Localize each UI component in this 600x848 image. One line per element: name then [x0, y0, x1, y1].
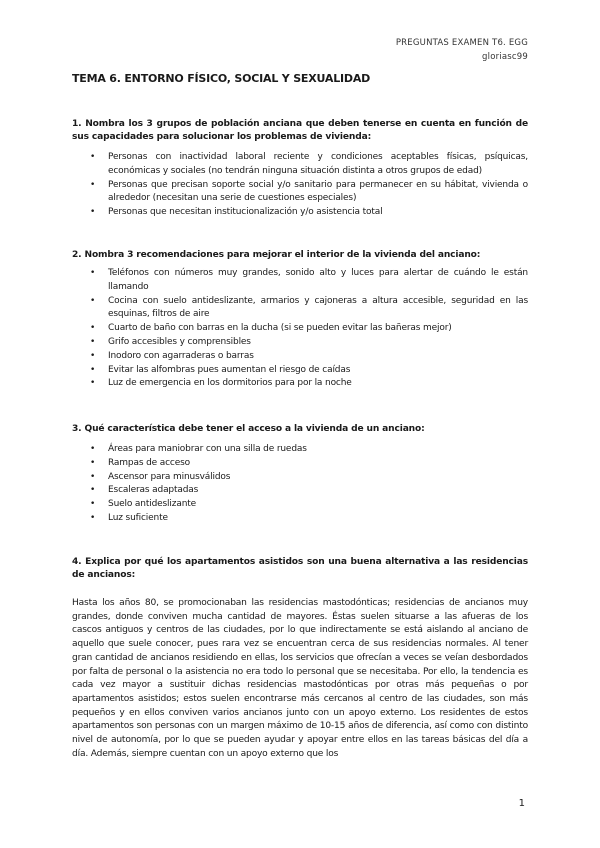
header-author: gloriasc99: [482, 52, 528, 62]
list-item: • Personas que necesitan institucionalización y/o asistencia total: [72, 206, 528, 220]
question-3-list: [72, 443, 528, 526]
question-2-heading: 2. Nombra 3 recomendaciones para mejorar el interior de la vivienda del anciano:: [72, 250, 481, 260]
question-2-list: [72, 267, 528, 391]
list-item: • Personas con inactividad laboral reciente y condiciones aceptables físicas, psíquicas, económicas y sociales (no tendrán ninguna situación distinta a otros grupos de edad): [72, 151, 528, 179]
question-1-heading: 1. Nombra los 3 grupos de población anciana que deben tenerse en cuenta en función de sus capacidades para solucionar los problemas de vivienda:: [72, 119, 528, 142]
list-item: • Áreas para maniobrar con una silla de ruedas: [72, 443, 528, 457]
list-item: • Luz suficiente: [72, 512, 528, 526]
question-4-answer: Hasta los años 80, se promocionaban las residencias mastodónticas; residencias de ancianos muy grandes, donde conviven mucha cantidad de mayores. Éstas suelen situarse a las afueras de los cascos antiguos y centros de las ciudades, por lo que indirectamente se está aislando al anciano de aquello que suele conocer, pues rara vez se encuentran cerca de sus residencias normales. Al tener gran cantidad de ancianos residiendo en ellas, los servicios que ofrecían a veces se veían desbordados por falta de personal o la asistencia no era todo lo personal que se necesitaba. Por ello, la tendencia es cada vez mayor a sustituir dichas residencias mastodónticas por otras más pequeñas o por apartamentos asistidos; estos suelen encontrarse más cercanos al centro de las ciudades, son más pequeños y en ellos conviven varios ancianos junto con un apoyo externo. Los residentes de estos apartamentos son personas con un margen máximo de 10-15 años de diferencia, así como con distinto nivel de autonomía, por lo que se pueden ayudar y apoyar entre ellos en las tareas básicas del día a día. Además, siempre cuentan con un apoyo externo que los: [72, 598, 528, 759]
list-item: • Evitar las alfombras pues aumentan el riesgo de caídas: [72, 364, 528, 378]
page-number: 1: [518, 798, 525, 809]
list-item: • Escaleras adaptadas: [72, 484, 528, 498]
header-title: PREGUNTAS EXAMEN T6. EGG: [395, 38, 528, 48]
question-3-heading: 3. Qué característica debe tener el acceso a la vivienda de un anciano:: [72, 424, 425, 434]
list-item: • Inodoro con agarraderas o barras: [72, 350, 528, 364]
question-4-heading: 4. Explica por qué los apartamentos asistidos son una buena alternativa a las residencias de ancianos:: [72, 557, 528, 580]
list-item: • Ascensor para minusválidos: [72, 471, 528, 485]
list-item: • Cocina con suelo antideslizante, armarios y cajoneras a altura accesible, seguridad en las esquinas, filtros de aire: [72, 295, 528, 323]
list-item: • Teléfonos con números muy grandes, sonido alto y luces para alertar de cuándo le están llamando: [72, 267, 528, 295]
page-header: [396, 36, 528, 64]
list-item: • Personas que precisan soporte social y/o sanitario para permanecer en su hábitat, vivienda o alrededor (necesitan una serie de cuestiones especiales): [72, 179, 528, 207]
list-item: • Cuarto de baño con barras en la ducha (si se pueden evitar las bañeras mejor): [72, 322, 528, 336]
list-item: • Grifo accesibles y comprensibles: [72, 336, 528, 350]
document-title: TEMA 6. ENTORNO FÍSICO, SOCIAL Y SEXUALIDAD: [72, 72, 371, 85]
list-item: • Suelo antideslizante: [72, 498, 528, 512]
list-item: • Luz de emergencia en los dormitorios para por la noche: [72, 377, 528, 391]
question-1-list: [72, 151, 528, 220]
list-item: • Rampas de acceso: [72, 457, 528, 471]
